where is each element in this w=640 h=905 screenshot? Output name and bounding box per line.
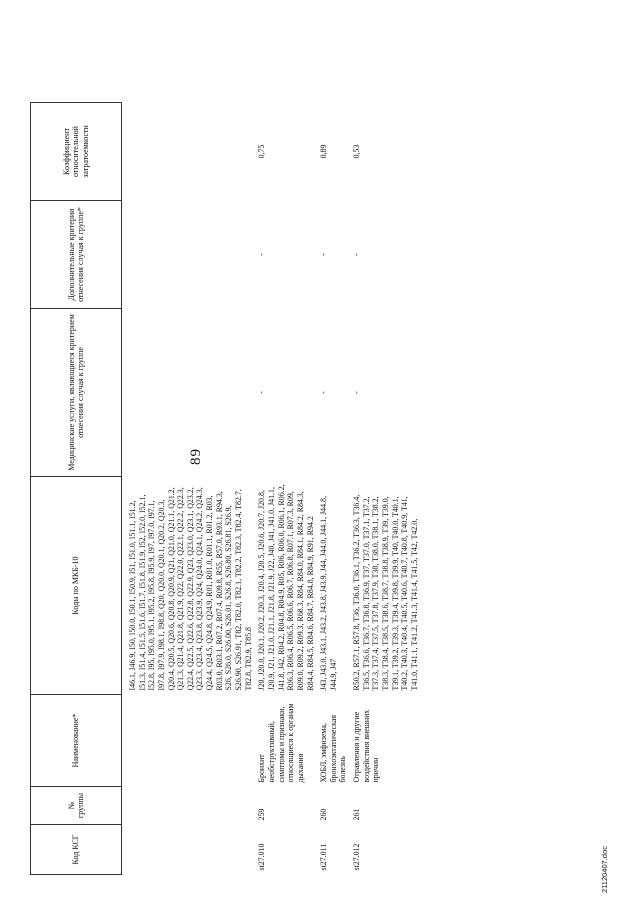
page-number: 89: [188, 448, 204, 465]
table-row: [350, 103, 421, 875]
group-name-cell: Бронхит необструктивный, симптомы и признаки, относящиеся к органам дыхания: [257, 703, 305, 783]
extra-criteria-cell: -: [319, 253, 329, 256]
col-header-code: Код КСГ: [31, 825, 122, 875]
services-cell: -: [319, 391, 329, 394]
table-header-row: [31, 103, 122, 875]
group-name-cell: ХОБЛ, эмфизема, бронхоэктатическая болезнь: [319, 715, 348, 783]
services-cell: -: [257, 391, 267, 394]
document-footer: 21120407.doc: [600, 846, 609, 893]
group-name-cell: Отравления и другие воздействия внешних причин: [352, 709, 381, 783]
services-cell: -: [352, 391, 362, 394]
coefficient-cell: 0,53: [352, 144, 362, 159]
ksg-code-cell: st27.012: [352, 843, 362, 871]
icd-codes-cell: J43, J43.0, J43.1, J43.2, J43.8, J43.9, J44, J44.0, J44.1, J44.8, J44.9, J47: [319, 496, 338, 691]
group-number-cell: 261: [352, 808, 362, 821]
icd-codes-cell: J20, J20.0, J20.1, J20.2, J20.3, J20.4, J20.5, J20.6, J20.7, J20.8, J20.9, J21, J21.0, J21.1, J21.8, J21.9, J22, J40, J41, J41.0, J41.1, J41.8, J42, R04.2, R04.8, R04.9, R05, R06, R06.0, R06.1, R06.2, R06.3, R06.4, R06.5, R06.6, R06.7, R06.8, R07.1, R07.3, R09, R09.0, R09.2, R09.3, R68.3, R84, R84.0, R84.1, R84.2, R84.3, R84.4, R84.5, R84.6, R84.7, R84.8, R84.9, R91, R94.2: [257, 484, 315, 691]
table-row: [122, 103, 256, 875]
col-header-icd: Коды по МКБ-10: [31, 477, 122, 695]
icd-codes-cell: I46.1, I46.9, I50, I50.0, I50.1, I50.9, I51, I51.0, I51.1, I51.2, I51.3, I51.4, I51.5, I51.6, I51.7, I51.8, I51.9, I52, I52.0, I52.1, I52.8, I95, I95.0, I95.1, I95.2, I95.8, I95.9, I97, I97.0, I97.1, I97.8, I97.9, I98.1, I98.8, Q20, Q20.0, Q20.1, Q20.2, Q20.3, Q20.4, Q20.5, Q20.6, Q20.8, Q20.9, Q21, Q21.0, Q21.1, Q21.2, Q21.3, Q21.4, Q21.8, Q21.9, Q22, Q22.0, Q22.1, Q22.2, Q22.3, Q22.4, Q22.5, Q22.6, Q22.8, Q22.9, Q23, Q23.0, Q23.1, Q23.2, Q23.3, Q23.4, Q23.8, Q23.9, Q24, Q24.0, Q24.1, Q24.2, Q24.3, Q24.4, Q24.5, Q24.8, Q24.9, R01, R01.0, R01.1, R01.2, R03, R03.0, R03.1, R07.2, R07.4, R09.8, R55, R57.0, R93.1, R94.3, S26, S26.0, S26.00, S26.01, S26.8, S26.80, S26.81, S26.9, S26.90, S26.91, T82, T82.0, T82.1, T82.2, T82.3, T82.4, T82.7, T82.8, T82.9, T85.8: [128, 487, 253, 691]
col-header-services: Медицинские услуги, являющиеся критерием отнесения случая к группе: [31, 309, 122, 477]
extra-criteria-cell: -: [257, 253, 267, 256]
icd-codes-cell: R50.2, R57.1, R57.8, T36, T36.0, T36.1, T36.2, T36.3, T36.4, T36.5, T36.6, T36.7, T36.8, T36.9, T37, T37.0, T37.1, T37.2, T37.3, T37.4, T37.5, T37.8, T37.9, T38, T38.0, T38.1, T38.2, T38.3, T38.4, T38.5, T38.6, T38.7, T38.8, T38.9, T39, T39.0, T39.1, T39.2, T39.3, T39.4, T39.8, T39.9, T40, T40.0, T40.1, T40.2, T40.3, T40.4, T40.5, T40.6, T40.7, T40.8, T40.9, T41, T41.0, T41.1, T41.2, T41.3, T41.4, T41.5, T42, T42.0,: [352, 494, 419, 691]
table-row: [255, 103, 317, 875]
ksg-code-cell: st27.011: [319, 843, 329, 871]
ksg-table: [30, 102, 422, 875]
group-number-cell: 260: [319, 808, 329, 821]
coefficient-cell: 0,75: [257, 144, 267, 159]
col-header-extra: Дополнительные критерии отнесения случая к группе*: [31, 201, 122, 309]
coefficient-cell: 0,89: [319, 144, 329, 159]
group-number-cell: 259: [257, 808, 267, 821]
col-header-coef: Коэффициент относительной затратоемкости: [31, 103, 122, 201]
table-row: [317, 103, 350, 875]
col-header-num: № группы: [31, 787, 122, 825]
extra-criteria-cell: -: [352, 253, 362, 256]
col-header-name: Наименование*: [31, 695, 122, 787]
ksg-code-cell: st27.010: [257, 843, 267, 871]
